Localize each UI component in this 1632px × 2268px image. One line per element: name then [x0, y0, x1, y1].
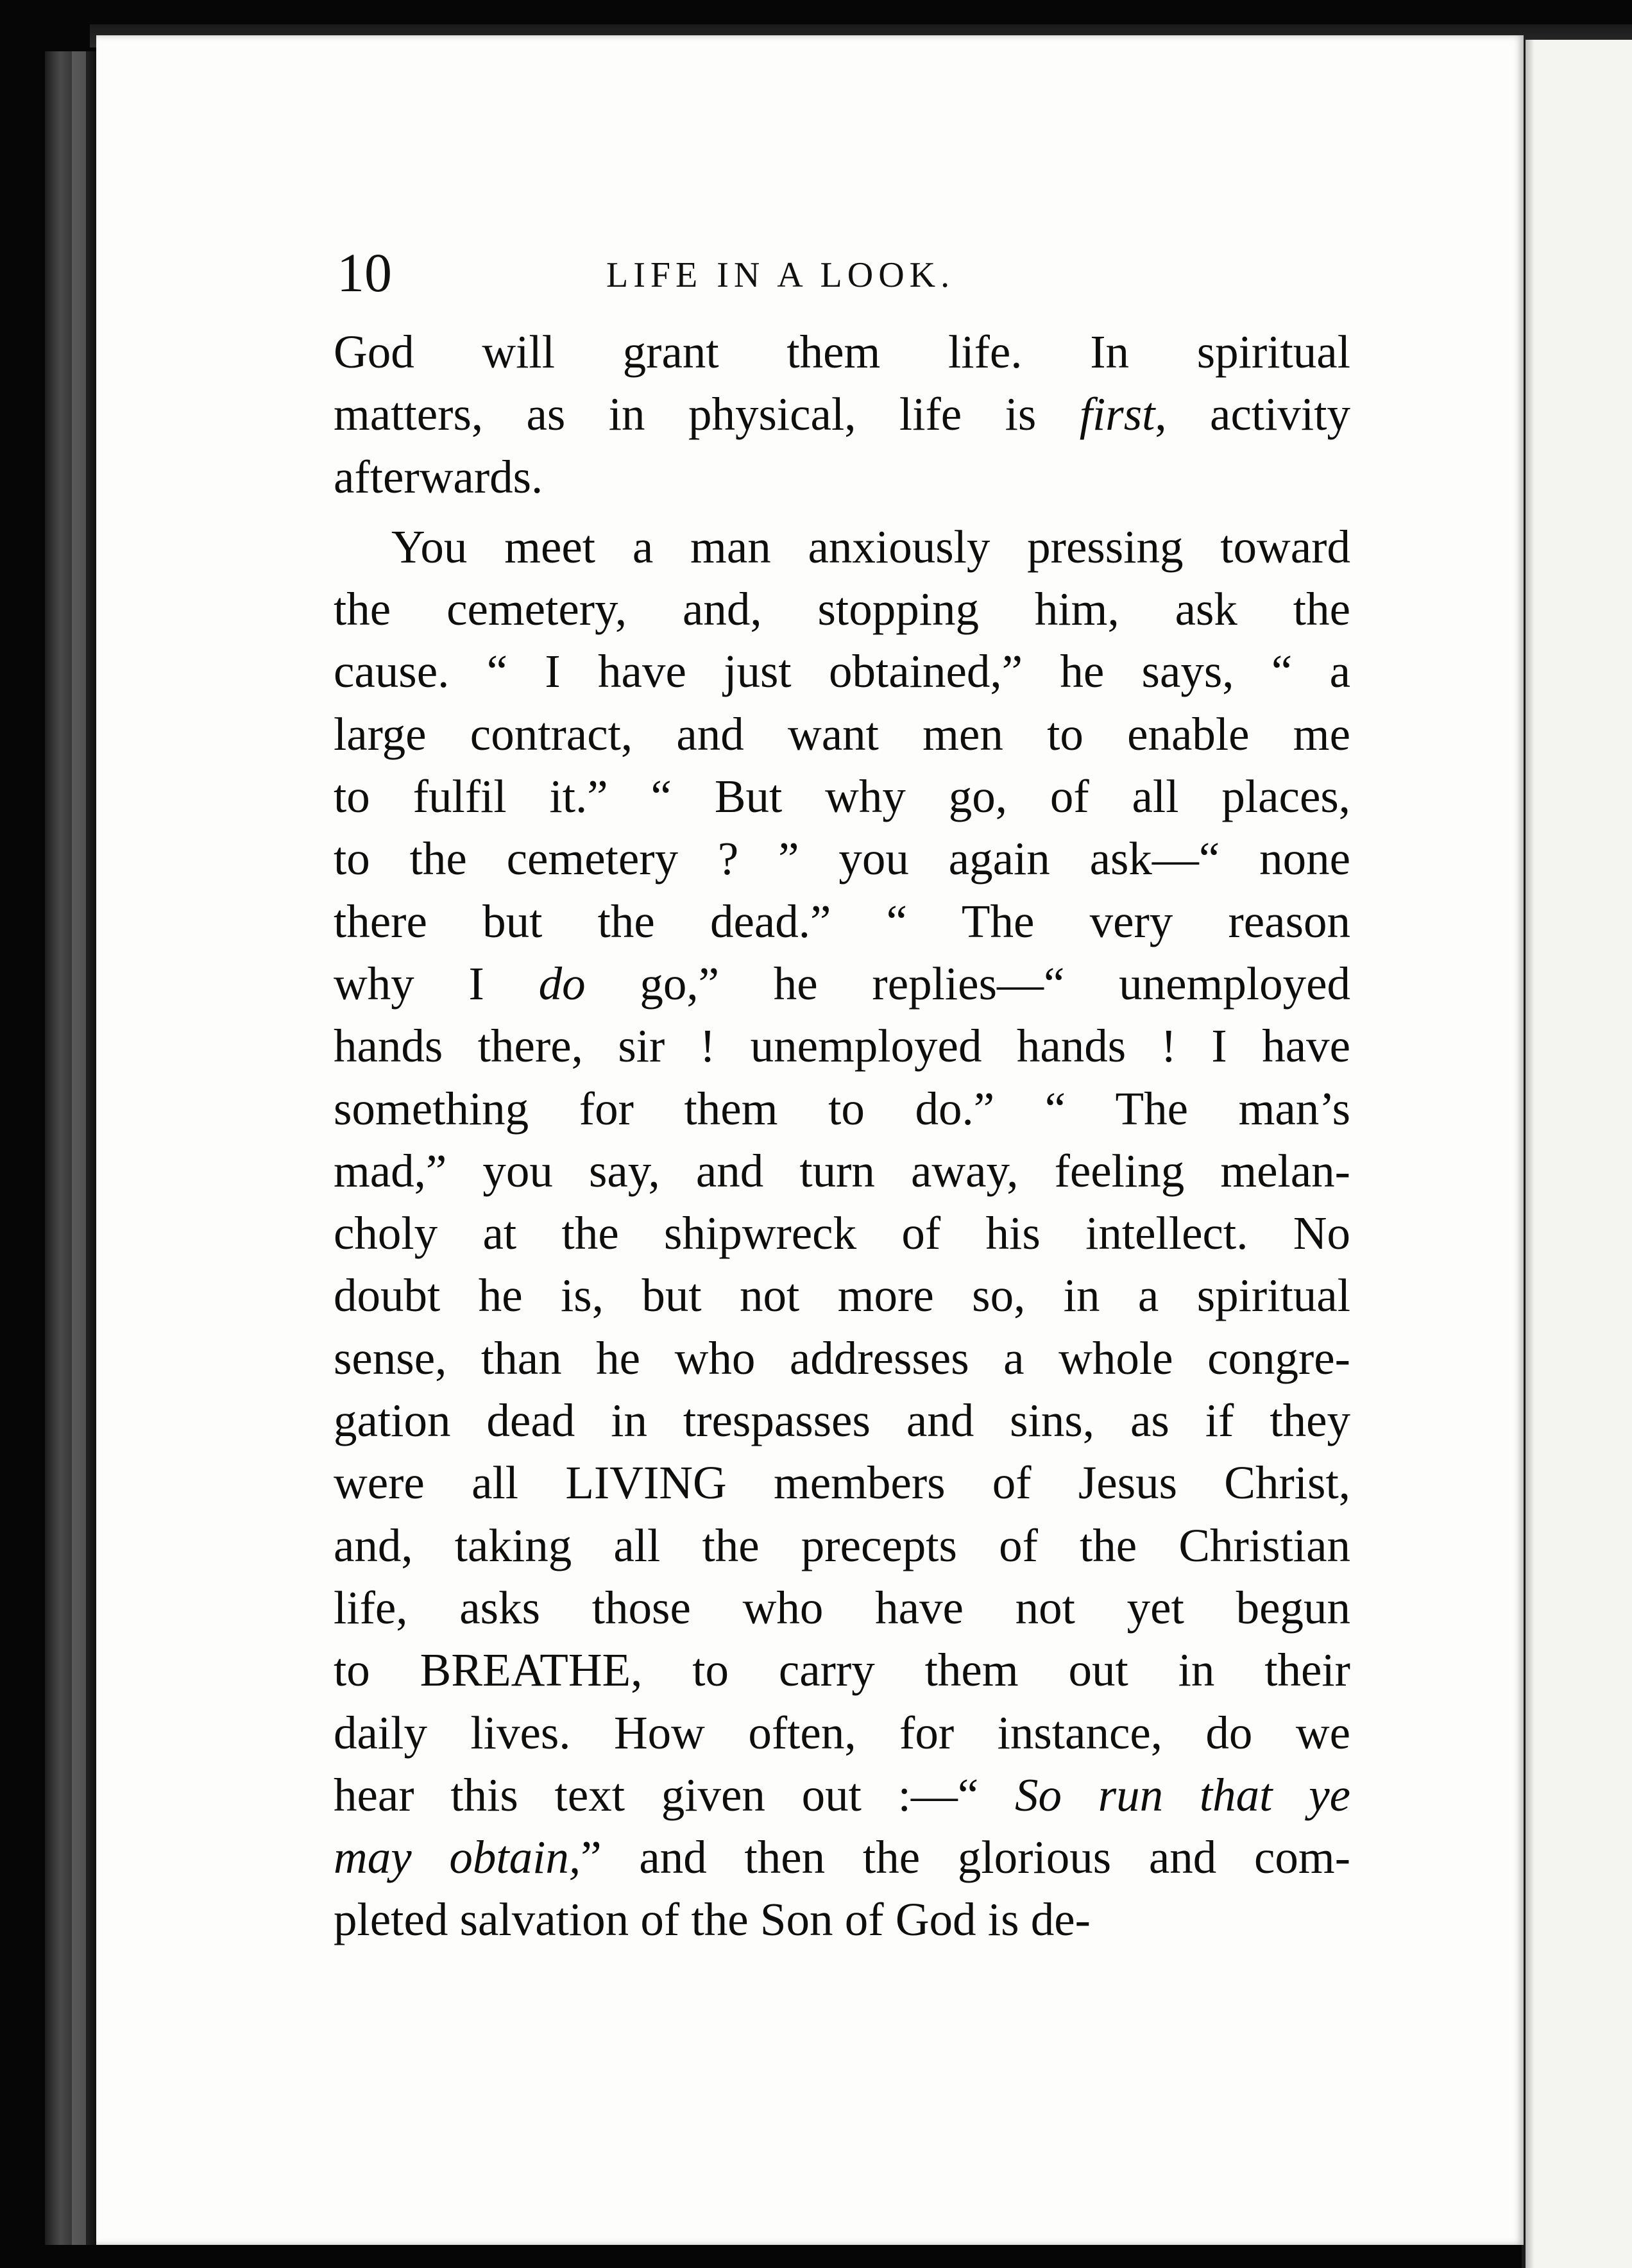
text-line: matters, as in physical, life is first, activity: [334, 388, 1350, 441]
book-cover-edge: [45, 51, 96, 2245]
text-line: large contract, and want men to enable me: [334, 707, 1350, 760]
text-line: hear this text given out :—“ So run that ye: [334, 1768, 1350, 1821]
text-line: there but the dead.” “ The very reason: [334, 895, 1350, 947]
text-line: why I do go,” he replies—“ unemployed: [334, 957, 1351, 1010]
text-line: may obtain,” and then the glorious and com-: [334, 1831, 1351, 1884]
text-line: cause. “ I have just obtained,” he says, “ a: [334, 645, 1350, 698]
text-line: something for them to do.” “ The man’s: [334, 1082, 1350, 1135]
text-line: daily lives. How often, for instance, do we: [334, 1706, 1350, 1759]
page-body-text: [334, 321, 1350, 1951]
italic-emphasis: So run that ye: [1015, 1768, 1350, 1821]
text-line: the cemetery, and, stopping him, ask the: [334, 583, 1350, 636]
page-number: 10: [337, 242, 392, 303]
text-line: God will grant them life. In spiritual: [334, 326, 1350, 378]
text-line: life, asks those who have not yet begun: [334, 1581, 1350, 1634]
text-line: You meet a man anxiously pressing toward: [391, 520, 1350, 573]
text-line: to BREATHE, to carry them out in their: [334, 1644, 1350, 1697]
italic-emphasis: may obtain,: [334, 1831, 581, 1884]
text-line: hands there, sir ! unemployed hands ! I have: [334, 1020, 1350, 1072]
italic-emphasis: first: [1079, 388, 1155, 441]
text-line: gation dead in trespasses and sins, as if they: [334, 1394, 1350, 1447]
text-line: to the cemetery ? ” you again ask—“ none: [334, 833, 1350, 885]
page-header: [337, 234, 1350, 311]
text-line: pleted salvation of the Son of God is de-: [334, 1893, 1091, 1946]
text-line: choly at the shipwreck of his intellect. No: [334, 1207, 1350, 1260]
running-head: LIFE IN A LOOK.: [606, 255, 955, 295]
cover-highlight: [72, 51, 86, 2245]
text-line: were all LIVING members of Jesus Christ,: [334, 1457, 1350, 1509]
text-line: afterwards.: [334, 450, 543, 503]
facing-page: [1522, 40, 1632, 2268]
text-line: doubt he is, but not more so, in a spiritual: [334, 1269, 1350, 1322]
text-line: and, taking all the precepts of the Christian: [334, 1519, 1350, 1571]
text-line: sense, than he who addresses a whole congre-: [334, 1332, 1350, 1384]
facing-page-gutter: [1526, 40, 1534, 2268]
text-line: mad,” you say, and turn away, feeling melan-: [334, 1144, 1350, 1197]
italic-emphasis: do: [538, 957, 586, 1010]
paragraph-gap: [334, 508, 1350, 516]
text-line: to fulfil it.” “ But why go, of all places,: [334, 770, 1350, 823]
